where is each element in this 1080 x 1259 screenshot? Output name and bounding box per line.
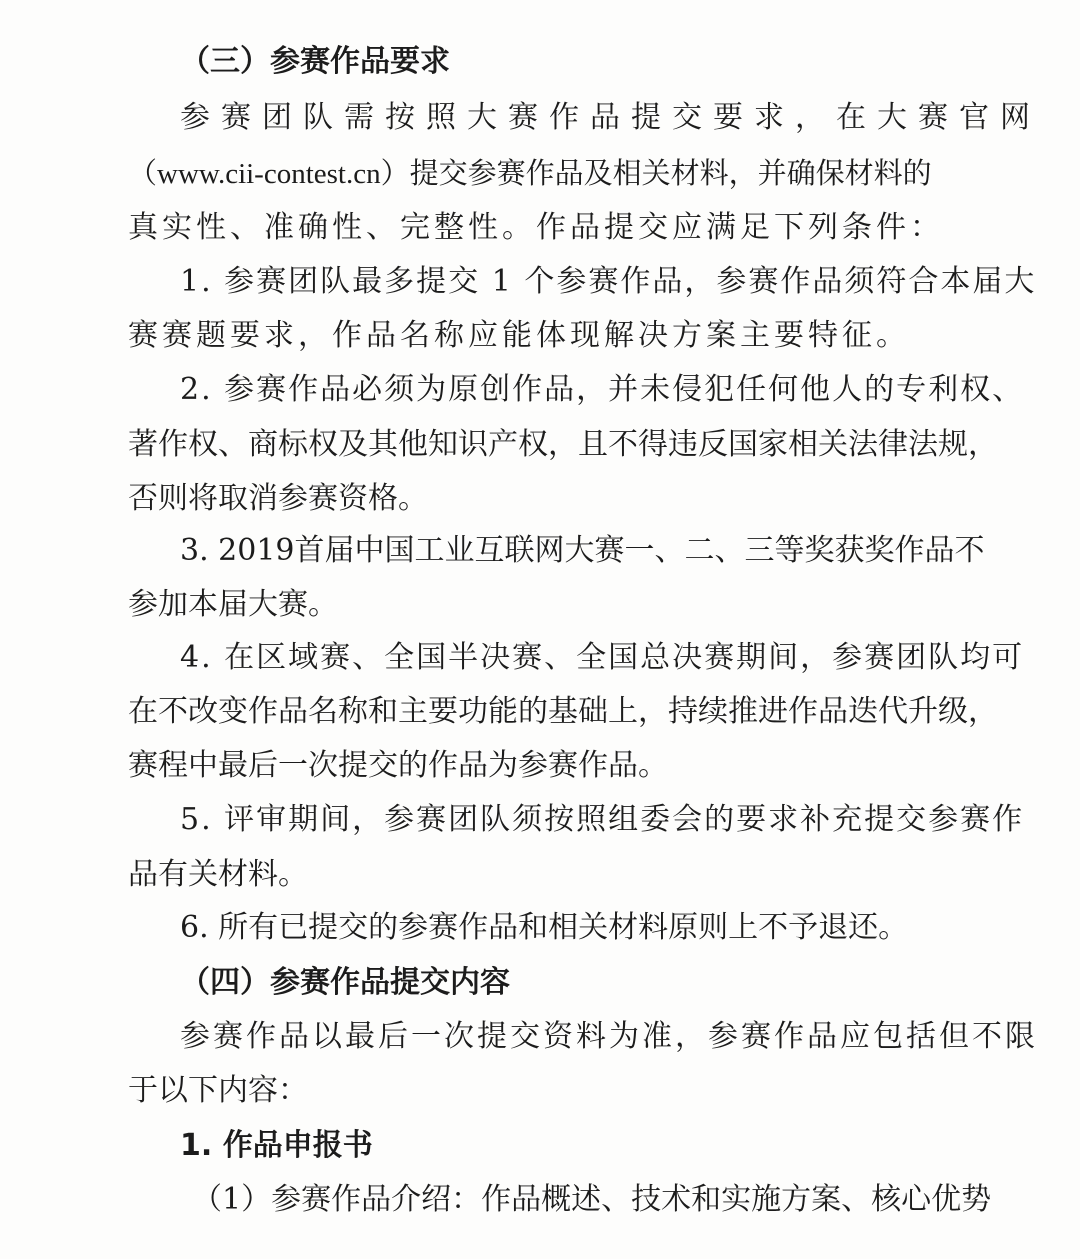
list-item-line: 参加本届大赛。 xyxy=(128,587,338,622)
list-item-line: 否则将取消参赛资格。 xyxy=(128,481,428,516)
paragraph-line: 参赛作品以最后一次提交资料为准，参赛作品应包括但不限 xyxy=(180,1019,1038,1054)
list-item-line: 6. 所有已提交的参赛作品和相关材料原则上不予退还。 xyxy=(180,910,909,945)
list-item-line: 赛程中最后一次提交的作品为参赛作品。 xyxy=(128,748,668,783)
list-item-line: 赛赛题要求，作品名称应能体现解决方案主要特征。 xyxy=(128,318,910,353)
list-item-line: 在不改变作品名称和主要功能的基础上，持续推进作品迭代升级， xyxy=(128,694,998,729)
list-item-line: 2. 参赛作品必须为原创作品，并未侵犯任何他人的专利权、 xyxy=(180,372,1025,407)
list-item-line: 4. 在区域赛、全国半决赛、全国总决赛期间，参赛团队均可 xyxy=(180,640,1025,675)
paragraph-line: （www.cii-contest.cn）提交参赛作品及相关材料，并确保材料的 xyxy=(128,158,932,190)
list-item-line: 品有关材料。 xyxy=(128,857,308,892)
list-item-line: 5. 评审期间，参赛团队须按照组委会的要求补充提交参赛作 xyxy=(180,802,1025,837)
sub-heading: 1. 作品申报书 xyxy=(180,1128,373,1163)
section-heading: （三）参赛作品要求 xyxy=(180,44,450,79)
sub-item-line: （1）参赛作品介绍：作品概述、技术和实施方案、核心优势 xyxy=(192,1182,992,1217)
list-item-line: 著作权、商标权及其他知识产权，且不得违反国家相关法律法规， xyxy=(128,427,998,462)
paragraph-line: 于以下内容： xyxy=(128,1073,308,1108)
paragraph-line: 参赛团队需按照大赛作品提交要求，在大赛官网 xyxy=(180,100,1041,135)
section-heading: （四）参赛作品提交内容 xyxy=(180,965,510,1000)
list-item-line: 1. 参赛团队最多提交 1 个参赛作品，参赛作品须符合本届大 xyxy=(180,264,1037,299)
list-item-line: 3. 2019首届中国工业互联网大赛一、二、三等奖获奖作品不 xyxy=(180,533,985,568)
paragraph-line: 真实性、准确性、完整性。作品提交应满足下列条件： xyxy=(128,210,944,245)
